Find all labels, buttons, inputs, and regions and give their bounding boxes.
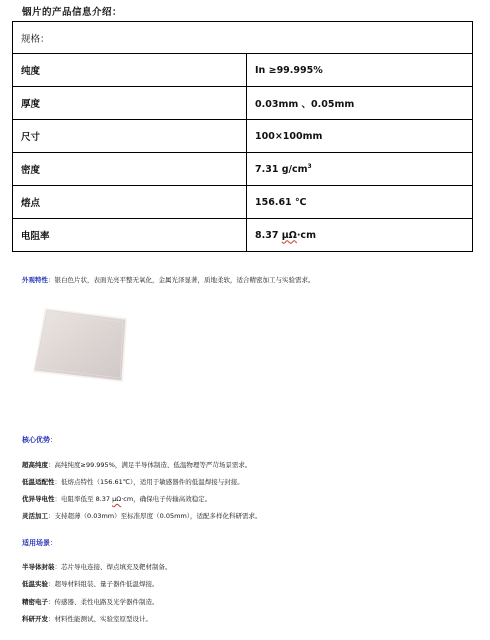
spec-key: 尺寸 — [13, 120, 247, 153]
spec-header-cell: 规格： — [13, 22, 473, 54]
application-label: 精密电子 — [22, 598, 48, 606]
resistivity-unit: μΩ — [281, 229, 297, 241]
advantage-text: ：支持超薄（0.03mm）至标准厚度（0.05mm），适配多样化科研需求。 — [48, 512, 262, 520]
indium-foil-image — [31, 306, 129, 384]
spec-row-thickness — [13, 87, 473, 120]
advantage-text: ：低熔点特性（156.61℃），适用于敏感器件的低温焊接与封接。 — [54, 478, 244, 486]
appearance-paragraph — [22, 276, 315, 285]
application-item — [22, 580, 159, 589]
spec-value — [247, 153, 473, 186]
application-item — [22, 563, 172, 572]
indium-foil-illustration — [31, 306, 129, 384]
density-exponent: 3 — [307, 162, 312, 170]
spec-row-melting-point — [13, 186, 473, 219]
appearance-label: 外观特性 — [22, 276, 48, 284]
applications-heading — [22, 538, 57, 548]
advantage-item — [22, 478, 244, 487]
spec-key: 密度 — [13, 153, 247, 186]
spec-table-header-row — [13, 22, 473, 54]
advantages-heading-colon: ： — [50, 436, 57, 444]
application-label: 科研开发 — [22, 615, 48, 623]
spec-row-size — [13, 120, 473, 153]
density-value: 7.31 g/cm — [255, 164, 308, 176]
advantages-heading — [22, 435, 57, 445]
application-label: 半导体封装 — [22, 563, 55, 571]
advantage-label: 优异导电性 — [22, 495, 55, 503]
advantage-text: ：电阻率低至 8.37 — [54, 495, 113, 503]
application-text: ：传感器、柔性电路及光学器件制造。 — [48, 598, 159, 606]
appearance-text: ：银白色片状，表面光亮平整无氧化，金属光泽显著，质地柔软，适合精密加工与实验需求。 — [48, 276, 315, 284]
application-item — [22, 598, 159, 607]
resistivity-suffix: ·cm — [296, 229, 316, 241]
advantages-heading-text: 核心优势 — [22, 436, 50, 444]
resistivity-number: 8.37 — [255, 229, 282, 241]
advantage-item — [22, 495, 211, 504]
application-text: ：芯片导电连接、焊点填充及靶材制备。 — [54, 563, 172, 571]
application-text: ：材料性能测试、实验室原型设计。 — [48, 615, 152, 623]
spec-key: 熔点 — [13, 186, 247, 219]
spec-value — [247, 219, 473, 252]
spec-row-resistivity — [13, 219, 473, 252]
application-text: ：超导材料组装、量子器件低温焊接。 — [48, 580, 159, 588]
advantage-item — [22, 512, 262, 521]
application-label: 低温实验 — [22, 580, 48, 588]
spec-value: 100×100mm — [247, 120, 473, 153]
page-title: 铟片的产品信息介绍： — [22, 7, 123, 18]
spec-key: 纯度 — [13, 54, 247, 87]
applications-heading-text: 适用场景 — [22, 539, 50, 547]
spec-value: 156.61 ℃ — [247, 186, 473, 219]
spec-row-purity — [13, 54, 473, 87]
spec-row-density — [13, 153, 473, 186]
advantage-label: 超高纯度 — [22, 461, 48, 469]
advantage-text-tail: ·cm，确保电子传输高效稳定。 — [121, 495, 212, 503]
spec-value: In ≥99.995% — [247, 54, 473, 87]
spec-value: 0.03mm 、0.05mm — [247, 87, 473, 120]
advantage-label: 灵活加工 — [22, 512, 48, 520]
advantage-ohm-unit: μΩ — [112, 495, 122, 503]
spec-key: 电阻率 — [13, 219, 247, 252]
applications-heading-colon: ： — [50, 539, 57, 547]
advantage-text: ：高纯纯度≥99.995%，满足半导体制造、低温物理等严苛场景需求。 — [48, 461, 252, 469]
spec-table — [12, 21, 473, 252]
spec-key: 厚度 — [13, 87, 247, 120]
application-item — [22, 615, 152, 624]
advantage-item — [22, 461, 251, 470]
advantage-label: 低温适配性 — [22, 478, 55, 486]
